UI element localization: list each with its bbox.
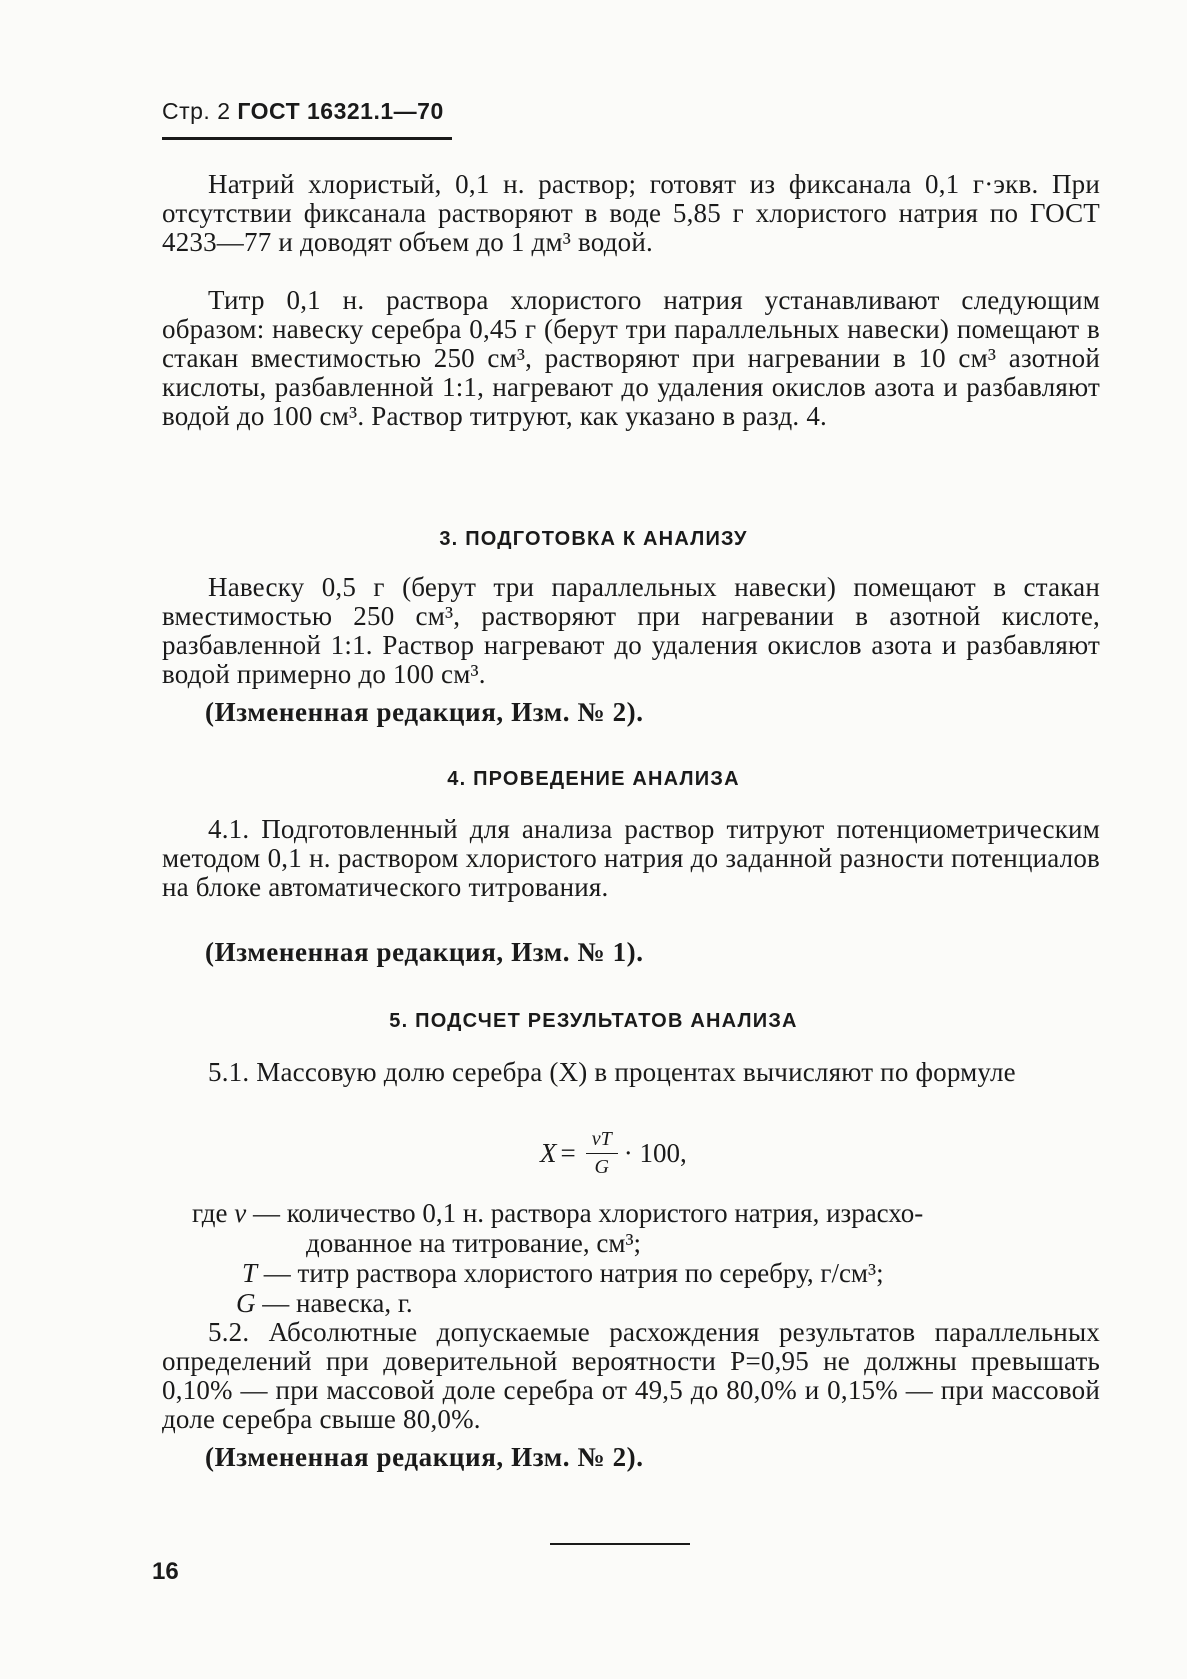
definition-prefix: где [192, 1198, 228, 1228]
mass-fraction-formula [540, 1128, 687, 1179]
definition-text: дованное на титрование, см³; [306, 1228, 642, 1258]
page-number: 16 [152, 1558, 179, 1585]
section-3-heading: 3. ПОДГОТОВКА К АНАЛИЗУ [439, 528, 748, 550]
formula-equals: = [560, 1138, 576, 1168]
section-5-amendment-note: (Измененная редакция, Изм. № 2). [205, 1442, 644, 1472]
formula-tail: · 100, [623, 1138, 687, 1168]
definition-text: — количество 0,1 н. раствора хлористого натрия, израсхо- [252, 1198, 924, 1228]
formula-fraction [586, 1128, 618, 1179]
section-5-paragraph-1: 5.1. Массовую долю серебра (X) в процентах вычисляют по формуле [208, 1057, 1016, 1087]
definition-v [192, 1198, 923, 1228]
definition-symbol: T [242, 1258, 258, 1288]
section-4-paragraph: 4.1. Подготовленный для анализа раствор титруют потенциометрическим методом 0,1 н. раствором хлористого натрия до заданной разности потенциалов на блоке автоматического титрования. [162, 814, 1100, 902]
definition-text: — навеска, г. [262, 1288, 413, 1318]
paragraph-sodium-chloride: Натрий хлористый, 0,1 н. раствор; готовят из фиксанала 0,1 г·экв. При отсутствии фиксанала растворяют в воде 5,85 г хлористого натрия по ГОСТ 4233—77 и доводят объем до 1 дм³ водой. [162, 169, 1100, 257]
definition-symbol: G [236, 1288, 256, 1318]
section-5-paragraph-2: 5.2. Абсолютные допускаемые расхождения результатов параллельных определений при доверительной вероятности P=0,95 не должны превышать 0,10% — при массовой доле серебра от 49,5 до 80,0% и 0,15% — при массовой доле серебра свыше 80,0%. [162, 1317, 1100, 1434]
end-rule [550, 1543, 690, 1545]
page-label: Стр. 2 [162, 98, 231, 124]
formula-numerator: vT [586, 1128, 618, 1154]
header-rule [162, 137, 452, 140]
definition-text: — титр раствора хлористого натрия по серебру, г/см³; [263, 1258, 884, 1288]
formula-denominator: G [594, 1156, 609, 1178]
definition-g [236, 1288, 413, 1318]
page-header [162, 98, 444, 125]
paragraph-titre: Титр 0,1 н. раствора хлористого натрия устанавливают следующим образом: навеску серебра 0,45 г (берут три параллельных навески) помещают в стакан вместимостью 250 см³, растворяют при нагревании в 10 см³ азотной кислоты, разбавленной 1:1, нагревают до удаления окислов азота и разбавляют водой до 100 см³. Раствор титруют, как указано в разд. 4. [162, 285, 1100, 431]
section-4-amendment-note: (Измененная редакция, Изм. № 1). [205, 937, 644, 967]
definition-t [242, 1258, 884, 1288]
standard-number: ГОСТ 16321.1—70 [237, 98, 444, 124]
section-5-heading: 5. ПОДСЧЕТ РЕЗУЛЬТАТОВ АНАЛИЗА [389, 1010, 798, 1032]
section-4-heading: 4. ПРОВЕДЕНИЕ АНАЛИЗА [447, 768, 740, 790]
section-3-paragraph: Навеску 0,5 г (берут три параллельных навески) помещают в стакан вместимостью 250 см³, растворяют при нагревании в азотной кислоте, разбавленной 1:1. Раствор нагревают до удаления окислов азота и разбавляют водой примерно до 100 см³. [162, 572, 1100, 689]
definition-symbol: v [234, 1198, 247, 1228]
formula-lhs: X [540, 1138, 557, 1168]
section-3-amendment-note: (Измененная редакция, Изм. № 2). [205, 697, 644, 727]
definition-v-continued [306, 1228, 641, 1258]
